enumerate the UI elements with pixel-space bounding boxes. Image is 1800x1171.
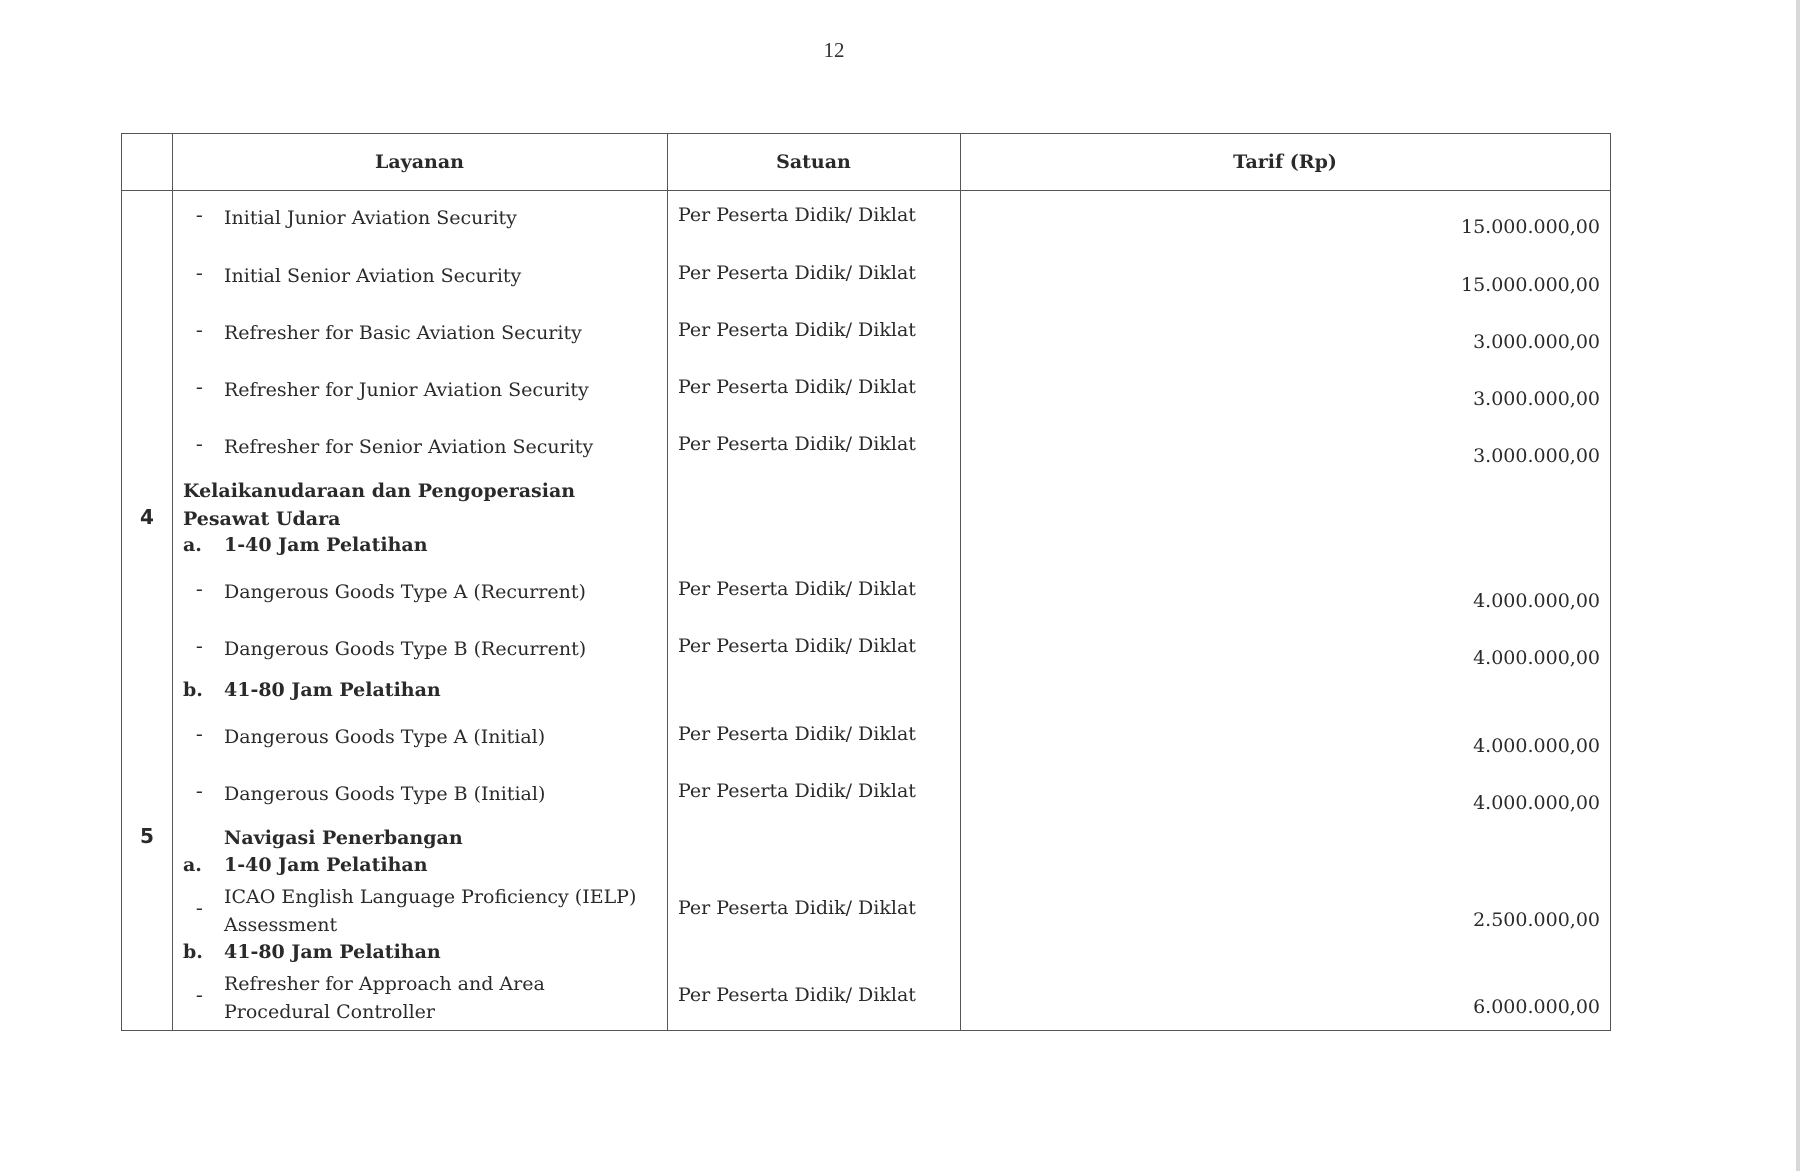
service-name: Refresher for Junior Aviation Security — [224, 379, 589, 401]
subsection-letter: a. — [183, 854, 202, 876]
header-tarif: Tarif (Rp) — [1233, 151, 1337, 173]
tariff-cell: 3.000.000,00 — [1473, 331, 1600, 353]
service-name: Dangerous Goods Type A (Initial) — [224, 726, 546, 748]
service-name: Dangerous Goods Type B (Recurrent) — [224, 638, 587, 660]
service-name-continued: Assessment — [224, 914, 338, 936]
tariff-cell: 15.000.000,00 — [1460, 216, 1600, 238]
tariff-cell: 3.000.000,00 — [1473, 388, 1600, 410]
section-title: Kelaikanudaraan dan Pengoperasian — [183, 480, 576, 502]
tariff-cell: 4.000.000,00 — [1473, 590, 1600, 612]
tariff-cell: 4.000.000,00 — [1473, 647, 1600, 669]
row-dash: - — [196, 319, 203, 341]
unit-cell: Per Peserta Didik/ Diklat — [678, 635, 916, 657]
unit-cell: Per Peserta Didik/ Diklat — [678, 319, 916, 341]
tariff-cell: 15.000.000,00 — [1460, 274, 1600, 296]
row-dash: - — [196, 578, 203, 600]
row-dash: - — [196, 433, 203, 455]
tariff-cell: 3.000.000,00 — [1473, 445, 1600, 467]
unit-cell: Per Peserta Didik/ Diklat — [678, 204, 916, 226]
tariff-cell: 6.000.000,00 — [1473, 996, 1600, 1018]
unit-cell: Per Peserta Didik/ Diklat — [678, 433, 916, 455]
tariff-cell: 2.500.000,00 — [1473, 909, 1600, 931]
column-divider-2 — [667, 134, 668, 1030]
service-name: Dangerous Goods Type B (Initial) — [224, 783, 546, 805]
service-name: ICAO English Language Proficiency (IELP) — [224, 886, 637, 908]
tariff-cell: 4.000.000,00 — [1473, 792, 1600, 814]
section-title: Navigasi Penerbangan — [224, 827, 463, 849]
subsection-letter: a. — [183, 534, 202, 556]
tariff-cell: 4.000.000,00 — [1473, 735, 1600, 757]
page-number: 12 — [823, 38, 845, 62]
header-divider — [122, 190, 1610, 191]
row-dash: - — [196, 780, 203, 802]
unit-cell: Per Peserta Didik/ Diklat — [678, 897, 916, 919]
subsection-title: 1-40 Jam Pelatihan — [224, 534, 428, 556]
row-dash: - — [196, 635, 203, 657]
subsection-title: 41-80 Jam Pelatihan — [224, 941, 441, 963]
service-name-continued: Procedural Controller — [224, 1001, 435, 1023]
section-number: 5 — [140, 824, 154, 848]
scan-edge — [1796, 0, 1800, 1171]
subsection-title: 1-40 Jam Pelatihan — [224, 854, 428, 876]
service-name: Initial Junior Aviation Security — [224, 207, 517, 229]
section-number: 4 — [140, 505, 154, 529]
row-dash: - — [196, 984, 203, 1006]
unit-cell: Per Peserta Didik/ Diklat — [678, 780, 916, 802]
subsection-letter: b. — [183, 941, 203, 963]
service-name: Dangerous Goods Type A (Recurrent) — [224, 581, 586, 603]
service-name: Refresher for Senior Aviation Security — [224, 436, 594, 458]
header-layanan: Layanan — [375, 151, 464, 173]
subsection-letter: b. — [183, 679, 203, 701]
row-dash: - — [196, 204, 203, 226]
subsection-title: 41-80 Jam Pelatihan — [224, 679, 441, 701]
unit-cell: Per Peserta Didik/ Diklat — [678, 376, 916, 398]
unit-cell: Per Peserta Didik/ Diklat — [678, 262, 916, 284]
service-name: Refresher for Approach and Area — [224, 973, 545, 995]
row-dash: - — [196, 897, 203, 919]
section-title: Pesawat Udara — [183, 508, 341, 530]
unit-cell: Per Peserta Didik/ Diklat — [678, 984, 916, 1006]
column-divider-1 — [172, 134, 173, 1030]
row-dash: - — [196, 723, 203, 745]
service-name: Initial Senior Aviation Security — [224, 265, 522, 287]
row-dash: - — [196, 262, 203, 284]
row-dash: - — [196, 376, 203, 398]
service-name: Refresher for Basic Aviation Security — [224, 322, 582, 344]
tariff-table — [121, 133, 1611, 1031]
header-satuan: Satuan — [776, 151, 851, 173]
unit-cell: Per Peserta Didik/ Diklat — [678, 723, 916, 745]
unit-cell: Per Peserta Didik/ Diklat — [678, 578, 916, 600]
column-divider-3 — [960, 134, 961, 1030]
